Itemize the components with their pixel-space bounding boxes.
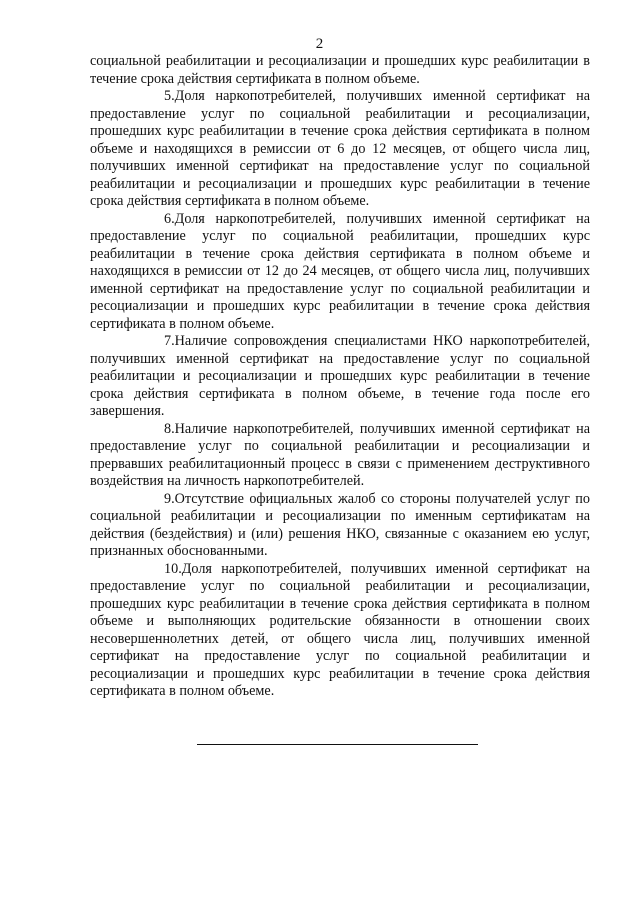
item-text: Доля наркопотребителей, получивших именной сертификат на предоставление услуг по социальной реабилитации, прошедших курс реабилитации в течение срока действия сертификата в полном объеме и находящихся в ремиссии от 12 до 24 месяцев, от общего числа лиц, получивших именной сертификат на предоставление услуг по социальной реабилитации и ресоциализации и прошедших курс реабилитации в течение срока действия сертификата в полном объеме. xyxy=(90,210,590,332)
item-number: 9. xyxy=(164,490,175,507)
item-number: 6. xyxy=(164,210,175,227)
item-number: 7. xyxy=(164,333,175,349)
document-body xyxy=(90,53,590,701)
item-number: 8. xyxy=(164,420,175,437)
item-text: Отсутствие официальных жалоб со стороны получателей услуг по социальной реабилитации и ресоциализации по именным сертификатам на действия (бездействия) и (или) решения НКО, связанные с оказанием ею услуг, признанных обоснованными. xyxy=(90,490,590,559)
item-text: Доля наркопотребителей, получивших именной сертификат на предоставление услуг по социальной реабилитации и ресоциализации, прошедших курс реабилитации в течение срока действия сертификата в полном объеме и выполняющих родительские обязанности в отношении своих несовершеннолетних детей, от общего числа лиц, получивших именной сертификат на предоставление услуг по социальной реабилитации и ресоциализации и прошедших курс реабилитации в течение срока действия сертификата в полном объеме. xyxy=(90,560,590,699)
list-item-8 xyxy=(90,421,590,491)
continuation-paragraph: социальной реабилитации и ресоциализации и прошедших курс реабилитации в течение срока действия сертификата в полном объеме. xyxy=(90,53,590,87)
closing-rule-divider xyxy=(197,744,478,745)
item-text: Наличие сопровождения специалистами НКО наркопотребителей, получивших именной сертификат на предоставление услуг по социальной реабилитации и ресоциализации и прошедших курс реабилитации в течение срока действия сертификата в полном объеме, в течение года после его завершения. xyxy=(90,333,590,419)
list-item-5 xyxy=(90,88,590,211)
item-text: Доля наркопотребителей, получивших именной сертификат на предоставление услуг по социальной реабилитации и ресоциализации, прошедших курс реабилитации в течение срока действия сертификата в полном объеме и находящихся в ремиссии от 6 до 12 месяцев, от общего числа лиц, получивших именной сертификат на предоставление услуг по социальной реабилитации и ресоциализации и прошедших курс реабилитации в течение срока действия сертификата в полном объеме. xyxy=(90,88,590,209)
item-number: 5. xyxy=(164,88,175,104)
item-number: 10. xyxy=(164,560,182,577)
list-item-6 xyxy=(90,211,590,334)
list-item-7 xyxy=(90,333,590,421)
page-number: 2 xyxy=(315,36,324,52)
item-text: Наличие наркопотребителей, получивших именной сертификат на предоставление услуг по социальной реабилитации и ресоциализации и прервавших реабилитационный процесс в связи с применением деструктивного воздействия на личность наркопотребителей. xyxy=(90,420,590,489)
list-item-10 xyxy=(90,561,590,701)
list-item-9 xyxy=(90,491,590,561)
